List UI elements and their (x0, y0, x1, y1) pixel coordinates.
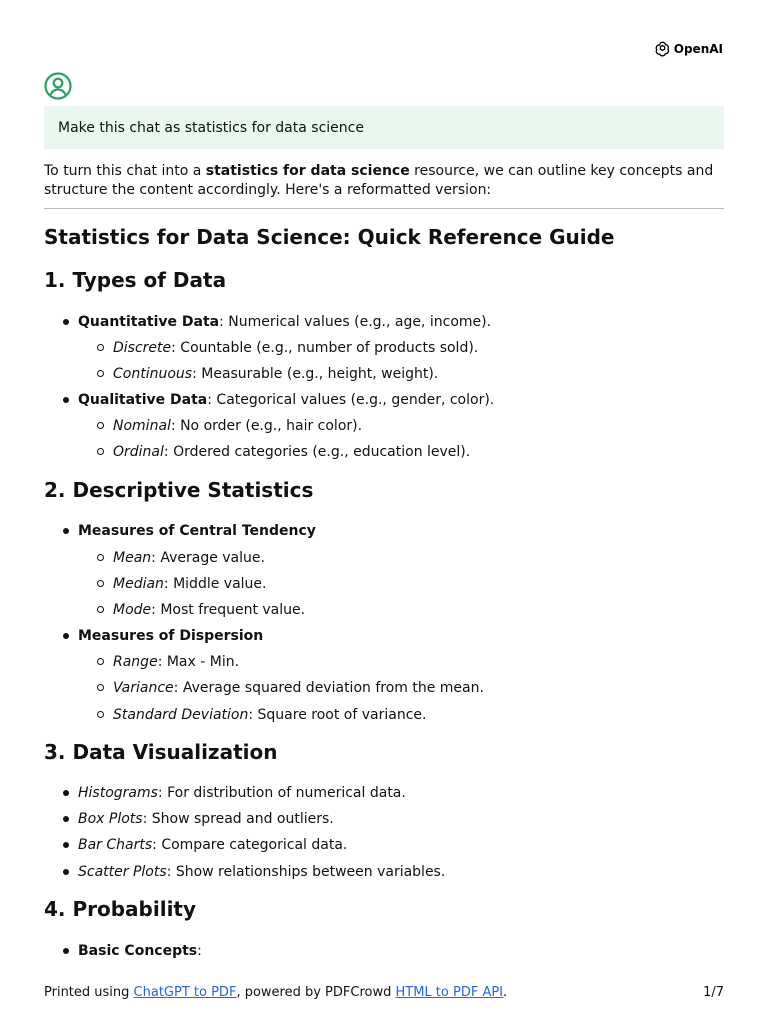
item-desc: : Square root of variance. (248, 707, 427, 723)
list-item (78, 810, 334, 828)
list-item (78, 863, 445, 881)
section-heading: 1. Types of Data (44, 268, 227, 292)
list-item (78, 522, 316, 540)
item-term: Histograms (78, 785, 158, 801)
item-term: Scatter Plots (78, 864, 167, 880)
bullet-circle-icon (97, 370, 104, 377)
item-desc: : (197, 943, 202, 959)
sub-list-item (113, 365, 438, 383)
list-item (78, 391, 494, 409)
item-term: Ordinal (113, 444, 164, 460)
list-item (78, 836, 347, 854)
openai-icon (654, 40, 671, 57)
item-desc: : Countable (e.g., number of products sold). (171, 340, 479, 356)
section-heading: 3. Data Visualization (44, 740, 278, 764)
item-term: Mean (113, 550, 152, 566)
sub-list-item (113, 653, 239, 671)
sub-list-item (113, 575, 266, 593)
item-desc: : For distribution of numerical data. (157, 785, 406, 801)
page-footer (44, 985, 724, 1000)
item-desc: : Max - Min. (157, 654, 240, 670)
item-desc: : Compare categorical data. (152, 837, 348, 853)
bullet-circle-icon (97, 684, 104, 691)
item-term: Measures of Dispersion (78, 628, 264, 644)
item-desc: : Categorical values (e.g., gender, color). (207, 392, 495, 408)
divider (44, 208, 724, 209)
intro-text-rest: resource, we can outline key concepts and structure the content accordingly. Here's a reformatted version: (44, 163, 714, 198)
intro-text: To turn this chat into a (44, 163, 206, 179)
sub-list-item (113, 417, 362, 435)
bullet-circle-icon (97, 606, 104, 613)
bullet-icon (63, 528, 69, 534)
bullet-icon (63, 319, 69, 325)
bullet-icon (63, 842, 69, 848)
bullet-circle-icon (97, 554, 104, 561)
item-desc: : Show spread and outliers. (142, 811, 334, 827)
bullet-circle-icon (97, 658, 104, 665)
item-desc: : Show relationships between variables. (166, 864, 446, 880)
sub-list-item (113, 679, 484, 697)
chatgpt-to-pdf-link[interactable]: ChatGPT to PDF (133, 985, 237, 1000)
item-term: Continuous (113, 366, 193, 382)
item-term: Basic Concepts (78, 943, 198, 959)
openai-logo (654, 40, 723, 57)
item-term: Discrete (113, 340, 172, 356)
item-term: Range (113, 654, 158, 670)
footer-credit (44, 985, 507, 1000)
bullet-circle-icon (97, 448, 104, 455)
item-term: Standard Deviation (113, 707, 249, 723)
list-item (78, 784, 406, 802)
item-desc: : Numerical values (e.g., age, income). (219, 314, 492, 330)
bullet-icon (63, 633, 69, 639)
item-desc: : Middle value. (163, 576, 267, 592)
bullet-circle-icon (97, 344, 104, 351)
item-term: Bar Charts (78, 837, 153, 853)
html-to-pdf-api-link[interactable]: HTML to PDF API (395, 985, 504, 1000)
sub-list-item (113, 706, 426, 724)
item-term: Nominal (113, 418, 171, 434)
item-desc: : Average value. (151, 550, 265, 566)
page-title: Statistics for Data Science: Quick Reference Guide (44, 225, 615, 249)
sub-list-item (113, 549, 265, 567)
list-item (78, 313, 491, 331)
item-term: Variance (113, 680, 174, 696)
user-avatar-icon (44, 72, 72, 100)
section-heading: 4. Probability (44, 897, 197, 921)
sub-list-item (113, 443, 470, 461)
user-prompt (44, 106, 724, 149)
list-item (78, 942, 202, 960)
intro-bold-text: statistics for data science (205, 163, 410, 179)
bullet-icon (63, 397, 69, 403)
footer-suffix: . (503, 985, 508, 1000)
item-desc: : Ordered categories (e.g., education level). (163, 444, 471, 460)
item-desc: : Average squared deviation from the mean. (173, 680, 484, 696)
bullet-circle-icon (97, 711, 104, 718)
intro-paragraph (44, 162, 724, 200)
page-number: 1/7 (703, 985, 724, 1000)
bullet-circle-icon (97, 580, 104, 587)
footer-middle: , powered by PDFCrowd (236, 985, 396, 1000)
bullet-icon (63, 948, 69, 954)
item-desc: : Most frequent value. (151, 602, 306, 618)
item-term: Box Plots (78, 811, 143, 827)
sub-list-item (113, 601, 305, 619)
footer-prefix: Printed using (44, 985, 134, 1000)
bullet-icon (63, 790, 69, 796)
item-term: Quantitative Data (78, 314, 220, 330)
bullet-icon (63, 816, 69, 822)
item-term: Qualitative Data (78, 392, 208, 408)
item-term: Mode (113, 602, 152, 618)
sub-list-item (113, 339, 478, 357)
brand-name: OpenAI (673, 41, 723, 56)
bullet-circle-icon (97, 422, 104, 429)
list-item (78, 627, 263, 645)
section-heading: 2. Descriptive Statistics (44, 478, 314, 502)
item-term: Median (113, 576, 164, 592)
item-desc: : No order (e.g., hair color). (170, 418, 363, 434)
item-desc: : Measurable (e.g., height, weight). (192, 366, 439, 382)
item-term: Measures of Central Tendency (78, 523, 316, 539)
user-prompt-text: Make this chat as statistics for data science (58, 119, 364, 136)
bullet-icon (63, 869, 69, 875)
